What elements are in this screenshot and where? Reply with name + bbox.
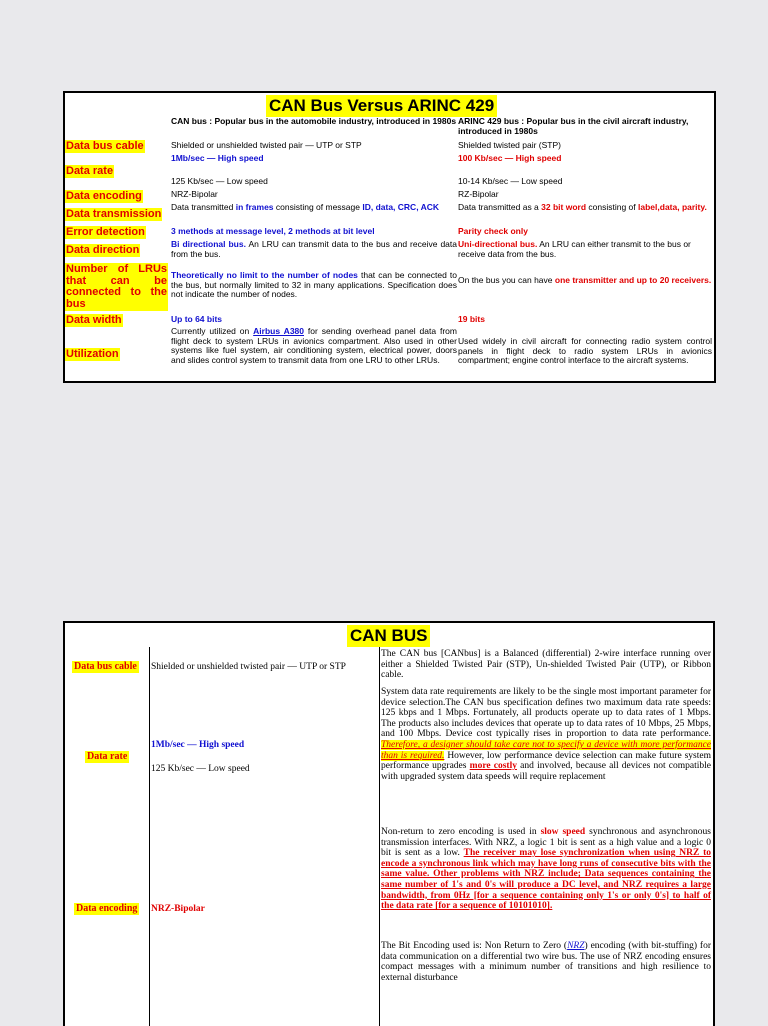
column-divider	[149, 647, 150, 1026]
text: and involved, because all devices not compatible with upgraded system data speeds will require replacement	[381, 761, 711, 782]
arinc-header: ARINC 429 bus : Popular bus in the civil aircraft industry, introduced in 1980s	[458, 116, 689, 136]
arinc-lrus	[458, 276, 712, 286]
can-width: Up to 64 bits	[171, 314, 223, 324]
can-rate-high: 1Mb/sec — High speed	[171, 153, 264, 163]
label-data-encoding: Data encoding	[66, 190, 142, 202]
text: System data rate requirements are likely to be the single most important parameter for device selection.The CAN bus specification defines two maximum data rate speeds: 125 kbps and 1 Mbps. Fortunately, all products operate up to data rates of 1 Mbps. The products also includes devices that operate up to data rates of 10 Mbps, 25 Mbps, and 100 Mbps. Device cost typically rises in proportion to data rate performance.	[381, 687, 711, 740]
label-data-bus-cable: Data bus cable	[74, 661, 137, 672]
label-data-encoding: Data encoding	[76, 903, 138, 914]
can-error: 3 methods at message level, 2 methods at bit level	[171, 226, 375, 236]
text: consisting of message	[273, 202, 363, 212]
arinc-utilization: Used widely in civil aircraft for connecting radio system control panels in flight deck to radio system LRUs in avionics compartment; engine control interface to the aircraft systems.	[458, 336, 712, 365]
label-data-bus-cable: Data bus cable	[66, 140, 144, 152]
highlight: ID, data, CRC, ACK	[362, 202, 440, 212]
text: The Bit Encoding used is: Non Return to Zero (	[381, 941, 568, 951]
label-data-rate: Data rate	[66, 165, 114, 177]
text: Currently utilized on	[171, 326, 254, 336]
can-header: CAN bus : Popular bus in the automobile industry, introduced in 1980s	[171, 116, 457, 126]
can-utilization	[171, 327, 457, 365]
highlight: Theoretically no limit to the number of nodes	[171, 270, 358, 280]
section-title: CAN BUS	[347, 625, 430, 647]
column-divider	[379, 647, 380, 1026]
can-encoding: NRZ-Bipolar	[171, 189, 218, 199]
text: synchronous and asynchronous transmission interfaces. With NRZ, a logic 1 bit is sent as a high value and a logic 0 bit is sent as a low.	[381, 827, 712, 859]
can-direction	[171, 240, 457, 259]
text: ) encoding (with bit-stuffing) for data communication on a differential two wire bus. The use of NRZ encoding ensures compact messages with a minimum number of transitions and high resilience to external disturbance	[381, 941, 712, 983]
text: Non-return to zero encoding is used in	[381, 827, 541, 837]
text: that can be connected to the bus, but normally limited to 32 in many applications. Specification does not indicate the number of nodes.	[171, 270, 457, 299]
can-transmission	[171, 203, 457, 213]
highlight: more costly	[469, 761, 517, 772]
label-error-detection: Error detection	[66, 226, 145, 238]
arinc-transmission	[458, 203, 712, 213]
can-bus-detail-panel	[63, 621, 715, 1026]
rate-description	[381, 687, 711, 782]
highlight: Uni-directional bus.	[458, 239, 538, 249]
highlight: The receiver may lose synchronization when using NRZ to encode a synchronous link which may have long runs of consecutive bits with the same value. Other problems with NRZ include; Data sequences containing the same number of 1's and 0's will produce a DC level, and NRZ requires a large bandwidth, from 0Hz [for a sequence containing only 1's or only 0's] to half of the data rate [for a sequence of 10101010].	[381, 848, 711, 912]
can-rate-low: 125 Kb/sec — Low speed	[171, 176, 268, 186]
encoding-value: NRZ-Bipolar	[151, 904, 205, 914]
can-cable: Shielded or unshielded twisted pair — UTP or STP	[171, 140, 362, 150]
cable-value: Shielded or unshielded twisted pair — UTP or STP	[151, 662, 346, 672]
text: Data transmitted	[171, 202, 236, 212]
rate-high: 1Mb/sec — High speed	[151, 740, 245, 750]
label-data-direction: Data direction	[66, 244, 140, 256]
label-data-transmission: Data transmission	[66, 208, 162, 220]
label-utilization: Utilization	[66, 348, 119, 360]
encoding-description	[381, 827, 711, 912]
highlight: label,data, parity.	[638, 202, 707, 212]
highlight: 32 bit word	[541, 202, 587, 212]
arinc-rate-low: 10-14 Kb/sec — Low speed	[458, 176, 563, 186]
arinc-rate-high: 100 Kb/sec — High speed	[458, 153, 562, 163]
text: However, low performance device selection can make future system performance upgrades	[381, 750, 711, 772]
comparison-table-panel	[63, 91, 716, 383]
text: consisting of	[586, 202, 639, 212]
nrz-link[interactable]: NRZ	[567, 941, 585, 951]
rate-low: 125 Kb/sec — Low speed	[151, 764, 250, 774]
text: Data transmitted as a	[458, 202, 542, 212]
text: for sending overhead panel data from flight deck to system LRUs in avionics compartment. Also used in other systems like fuel system, air conditioning system, electrical power, doors and slides control system to transmit data from one LRU to other LRUs.	[171, 326, 457, 365]
highlight: in frames	[235, 202, 274, 212]
airbus-a380-link[interactable]: Airbus A380	[253, 326, 304, 336]
highlight: Therefore, a designer should take care not to specify a device with more performance than is required.	[381, 739, 711, 761]
text: An LRU can transmit data to the bus and receive data from the bus.	[171, 239, 457, 259]
label-data-width: Data width	[66, 314, 122, 326]
page-title: CAN Bus Versus ARINC 429	[266, 95, 497, 117]
arinc-encoding: RZ-Bipolar	[458, 189, 499, 199]
text: On the bus you can have	[458, 275, 555, 285]
encoding-description-2	[381, 941, 711, 983]
cable-description: The CAN bus [CANbus] is a Balanced (differential) 2-wire interface running over either a Shielded Twisted Pair (STP), Un-shielded Twisted Pair (UTP), or Ribbon cable.	[381, 649, 711, 681]
arinc-width: 19 bits	[458, 314, 485, 324]
highlight: Bi directional bus.	[171, 239, 246, 249]
highlight: one transmitter and up to 20 receivers.	[554, 275, 712, 285]
text: An LRU can either transmit to the bus or receive data from the bus.	[458, 239, 691, 259]
arinc-error: Parity check only	[458, 226, 528, 236]
can-lrus	[171, 271, 457, 300]
highlight: slow speed	[540, 827, 586, 837]
arinc-direction	[458, 240, 712, 259]
arinc-cable: Shielded twisted pair (STP)	[458, 140, 561, 150]
label-data-rate: Data rate	[87, 751, 128, 762]
label-number-of-lrus: Number of LRUs that can be connected to the bus	[66, 263, 167, 310]
